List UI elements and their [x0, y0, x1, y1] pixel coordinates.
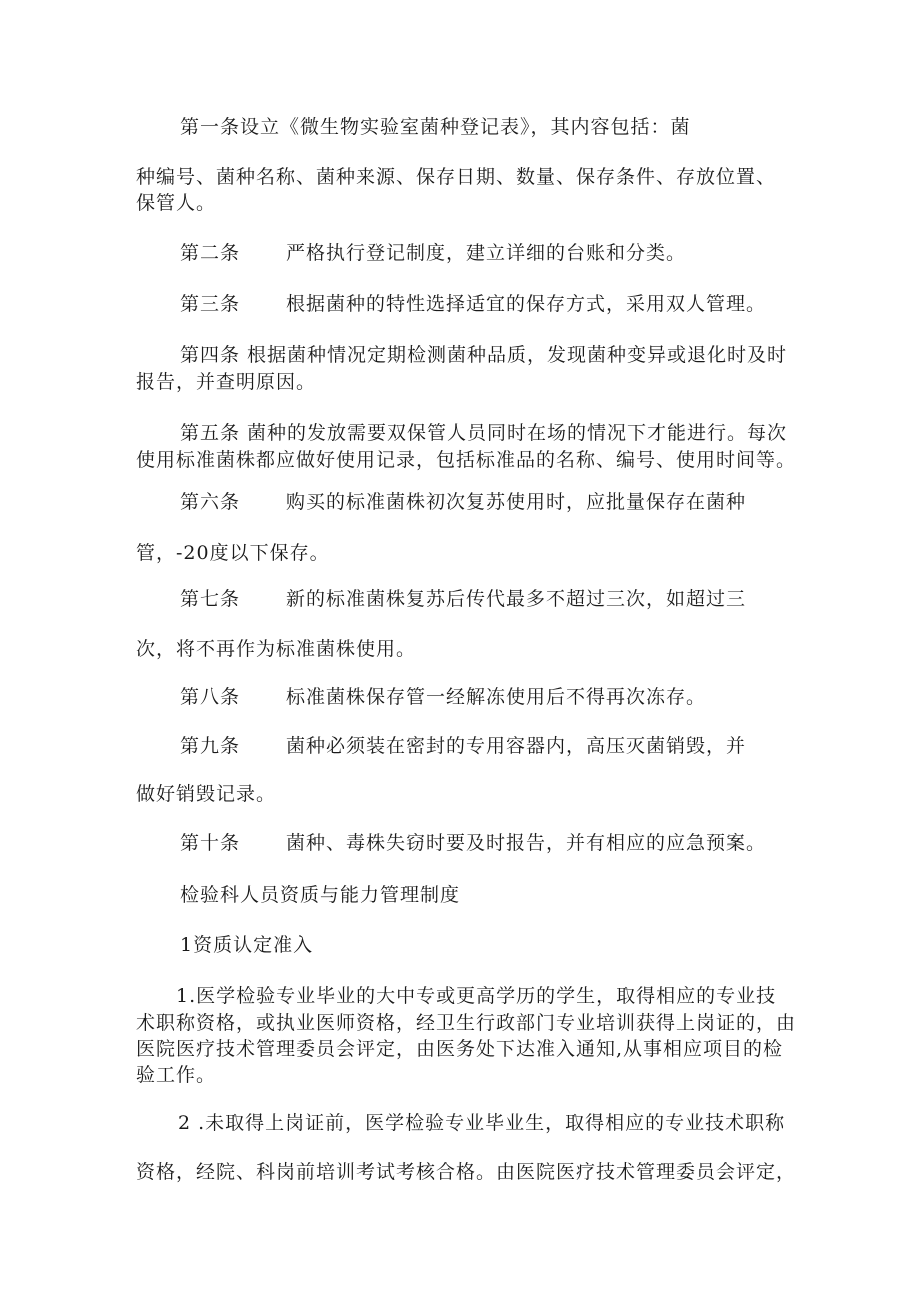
- article-8: [180, 684, 706, 710]
- article-10: [180, 830, 766, 856]
- article-6-text: 购买的标准菌株初次复苏使用时，应批量保存在菌种: [286, 491, 747, 513]
- article-4-line-1: 第四条 根据菌种情况定期检测菌种品质，发现菌种变异或退化时及时: [180, 344, 788, 366]
- article-6-label: 第六条: [180, 491, 241, 513]
- item-1-line-1: 1.医学检验专业毕业的大中专或更高学历的学生，取得相应的专业技: [176, 985, 777, 1007]
- item-2-line-1: 2 .未取得上岗证前，医学检验专业毕业生，取得相应的专业技术职称: [178, 1112, 786, 1134]
- article-9-line-2: 做好销毁记录。: [136, 783, 277, 805]
- article-10-label: 第十条: [180, 832, 241, 854]
- article-4-line-2: 报告，并查明原因。: [136, 371, 317, 393]
- article-7: [180, 586, 746, 612]
- section-title: 检验科人员资质与能力管理制度: [180, 884, 461, 906]
- article-3-label: 第三条: [180, 293, 241, 315]
- article-5-line-2: 使用标准菌株都应做好使用记录，包括标准品的名称、编号、使用时间等。: [136, 449, 797, 471]
- article-9-label: 第九条: [180, 735, 241, 757]
- article-5-line-1: 第五条 菌种的发放需要双保管人员同时在场的情况下才能进行。每次: [180, 422, 788, 444]
- article-3-text: 根据菌种的特性选择适宜的保存方式，采用双人管理。: [286, 293, 767, 315]
- article-2-text: 严格执行登记制度，建立详细的台账和分类。: [286, 242, 687, 264]
- article-7-line-2: 次，将不再作为标准菌株使用。: [136, 638, 417, 660]
- item-2-line-2: 资格，经院、科岗前培训考试考核合格。由医院医疗技术管理委员会评定，: [136, 1161, 797, 1183]
- article-1-line-3: 保管人。: [136, 192, 217, 214]
- article-8-label: 第八条: [180, 686, 241, 708]
- article-6: [180, 489, 746, 515]
- article-9-text: 菌种必须装在密封的专用容器内，高压灭菌销毁，并: [286, 735, 747, 757]
- item-1-line-3: 医院医疗技术管理委员会评定，由医务处下达准入通知,从事相应项目的检: [136, 1038, 784, 1060]
- article-7-label: 第七条: [180, 588, 241, 610]
- article-1-line-1: 第一条设立《微生物实验室菌种登记表》，其内容包括：菌: [180, 116, 691, 138]
- article-9: [180, 733, 746, 759]
- item-1-line-4: 验工作。: [136, 1064, 217, 1086]
- article-3: [180, 291, 766, 317]
- article-7-text: 新的标准菌株复苏后传代最多不超过三次，如超过三: [286, 588, 747, 610]
- article-1-line-2: 种编号、菌种名称、菌种来源、保存日期、数量、保存条件、存放位置、: [136, 166, 777, 188]
- item-1-line-2: 术职称资格，或执业医师资格，经卫生行政部门专业培训获得上岗证的，由: [136, 1012, 797, 1034]
- subsection-title: 1资质认定准入: [180, 934, 314, 956]
- article-8-text: 标准菌株保存管一经解冻使用后不得再次冻存。: [286, 686, 707, 708]
- article-2-label: 第二条: [180, 242, 241, 264]
- article-10-text: 菌种、毒株失窃时要及时报告，并有相应的应急预案。: [286, 832, 767, 854]
- article-6-line-2: 管，-20度以下保存。: [136, 542, 330, 564]
- article-2: [180, 240, 686, 266]
